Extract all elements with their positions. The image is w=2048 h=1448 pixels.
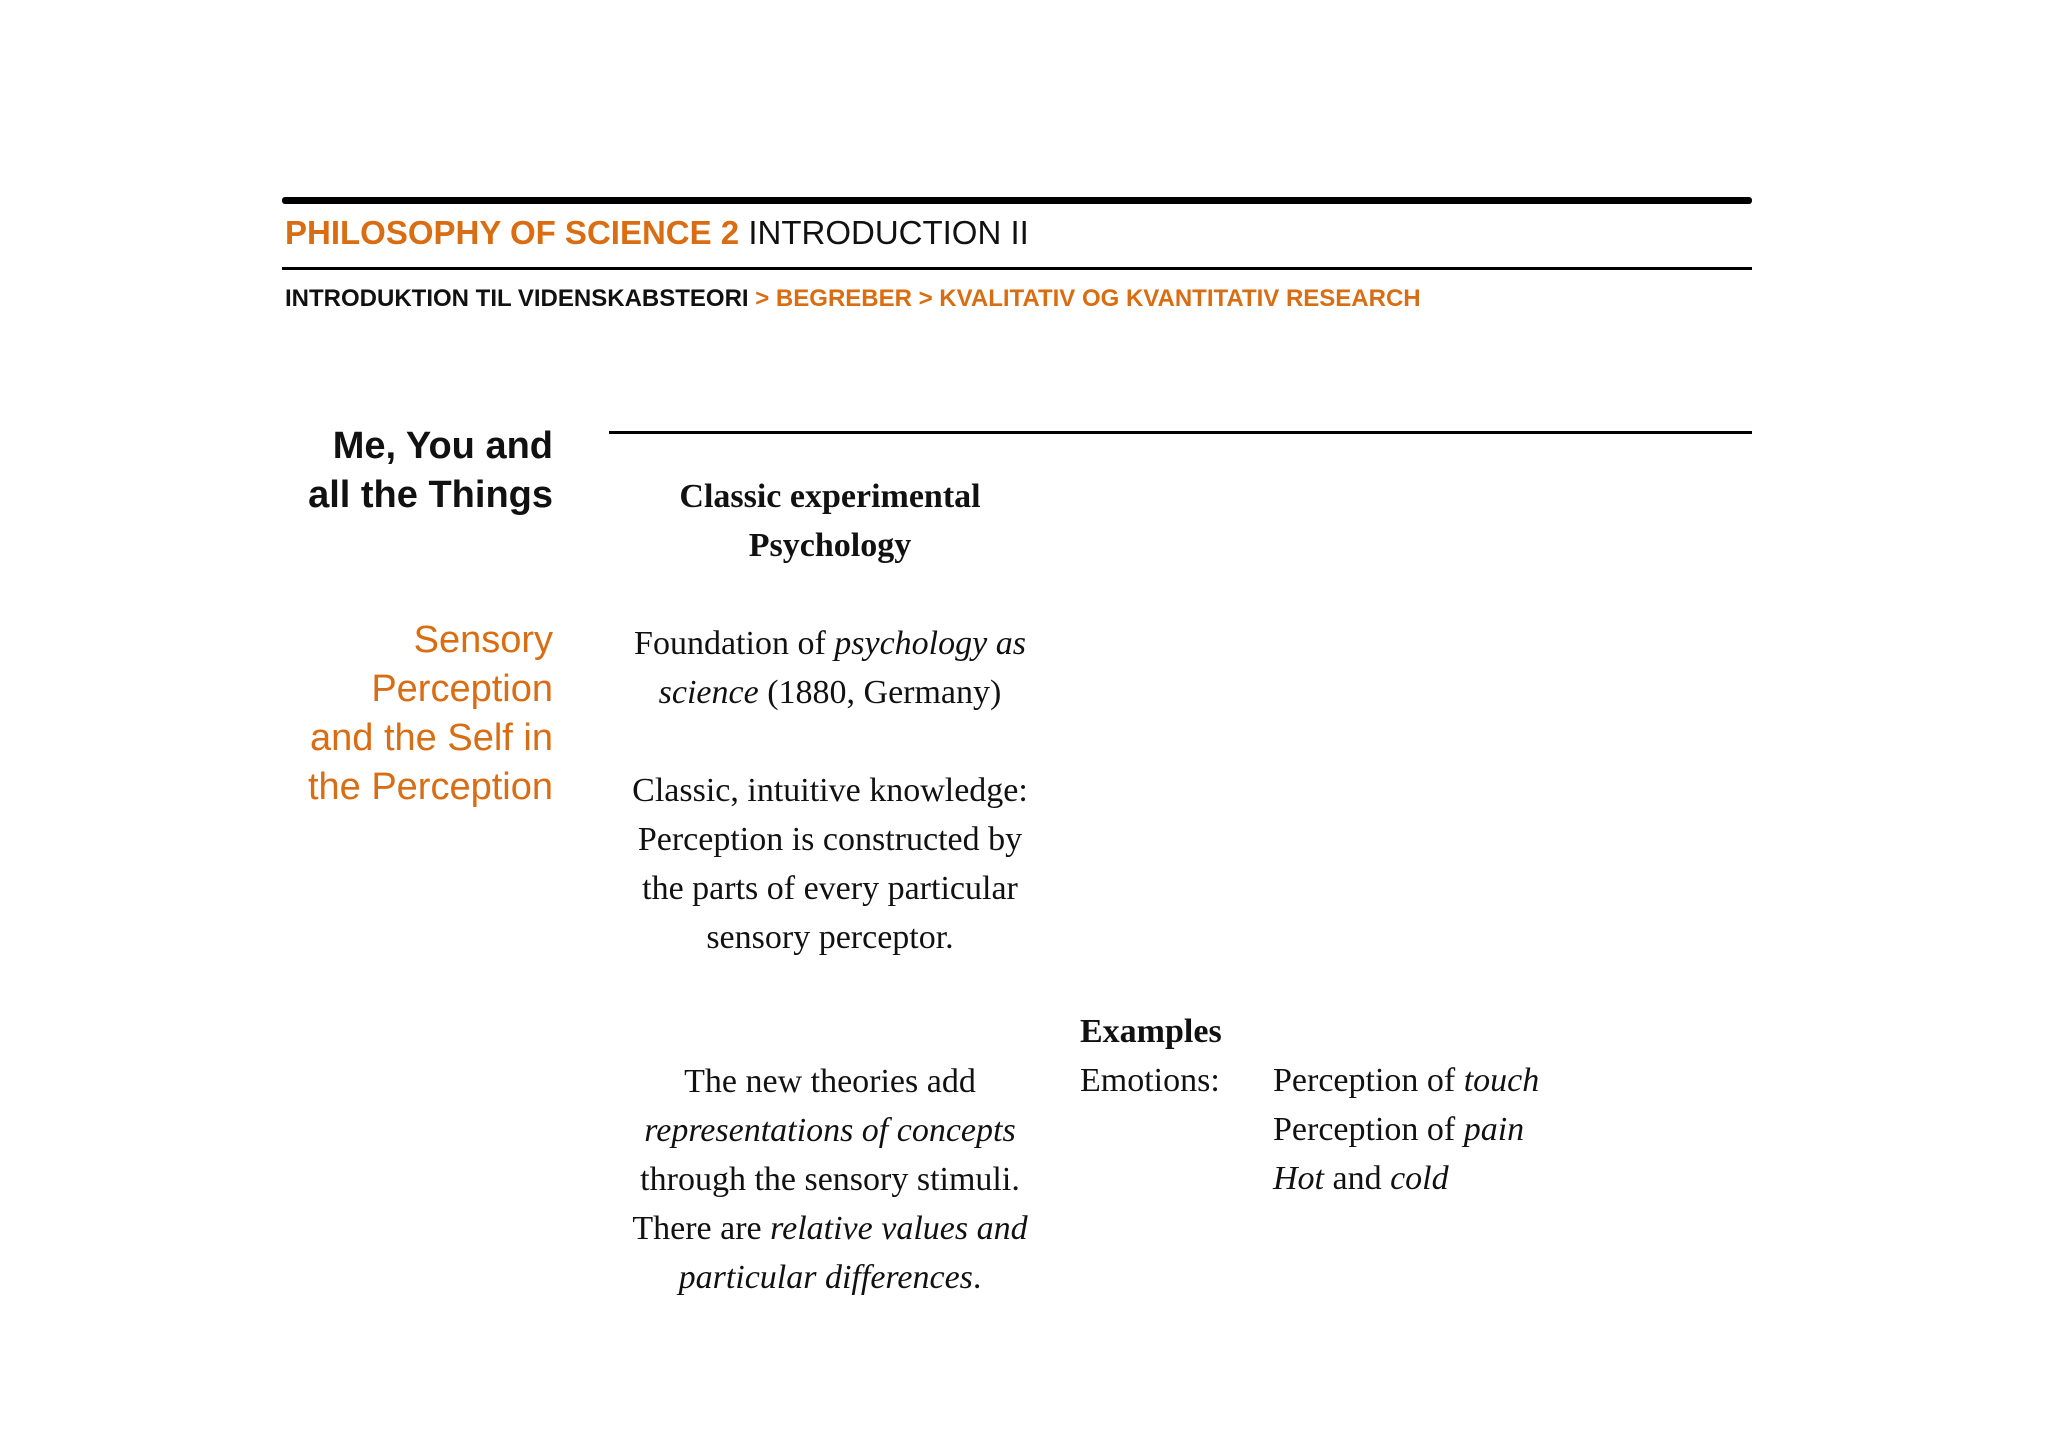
paragraph-line: Classic, intuitive knowledge: xyxy=(632,772,1028,809)
list-item xyxy=(1273,1056,1539,1105)
section-subtitle-line: the Perception xyxy=(307,766,553,808)
text-run-italic: particular differences xyxy=(678,1259,973,1296)
paragraph-foundation xyxy=(600,619,1060,717)
section-title xyxy=(233,422,553,520)
text-run-italic: pain xyxy=(1463,1111,1525,1148)
emotions-label: Emotions: xyxy=(1080,1062,1220,1099)
section-subtitle xyxy=(233,616,553,812)
examples-list xyxy=(1273,1056,1539,1203)
text-run: . xyxy=(972,1259,982,1296)
text-run: (1880, Germany) xyxy=(758,674,1002,711)
breadcrumb xyxy=(285,285,1421,313)
column-heading xyxy=(600,472,1060,570)
text-run-italic: Hot xyxy=(1273,1160,1324,1197)
text-run: Foundation of xyxy=(634,625,835,662)
breadcrumb-root: INTRODUKTION TIL VIDENSKABSTEORI xyxy=(285,285,749,312)
examples-heading: Examples xyxy=(1080,1013,1222,1050)
paragraph-classic-knowledge xyxy=(600,766,1060,962)
column-heading-line: Classic experimental xyxy=(679,478,981,515)
course-title: PHILOSOPHY OF SCIENCE 2 xyxy=(285,214,740,251)
list-item xyxy=(1273,1105,1539,1154)
section-title-line: all the Things xyxy=(308,474,553,516)
list-item xyxy=(1273,1154,1539,1203)
paragraph-new-theories xyxy=(600,1057,1060,1302)
text-run: Perception of xyxy=(1273,1062,1464,1099)
paragraph-line: through the sensory stimuli. xyxy=(640,1161,1020,1198)
lecture-title: INTRODUCTION II xyxy=(739,214,1029,251)
text-run-italic: cold xyxy=(1390,1160,1449,1197)
text-run-italic: relative values and xyxy=(770,1210,1028,1247)
paragraph-line: the parts of every particular xyxy=(642,870,1018,907)
section-subtitle-line: Sensory xyxy=(413,619,553,661)
page-title xyxy=(285,214,1029,252)
content-divider xyxy=(609,431,1752,434)
section-subtitle-line: Perception xyxy=(371,668,553,710)
paragraph-line: Perception is constructed by xyxy=(637,821,1023,858)
header-divider xyxy=(282,267,1752,270)
breadcrumb-trail: > BEGREBER > KVALITATIV OG KVANTITATIV RESEARCH xyxy=(748,285,1421,312)
text-run: There are xyxy=(632,1210,771,1247)
paragraph-line: sensory perceptor. xyxy=(706,919,954,956)
text-run: Perception of xyxy=(1273,1111,1464,1148)
text-run-italic: science xyxy=(658,674,759,711)
section-subtitle-line: and the Self in xyxy=(310,717,553,759)
column-heading-line: Psychology xyxy=(748,527,912,564)
text-run-italic: psychology as xyxy=(834,625,1026,662)
section-title-line: Me, You and xyxy=(332,425,553,467)
top-rule xyxy=(282,197,1752,204)
paragraph-line: The new theories add xyxy=(684,1063,976,1100)
text-run-italic: representations of concepts xyxy=(644,1112,1016,1149)
text-run: and xyxy=(1324,1160,1391,1197)
text-run-italic: touch xyxy=(1463,1062,1540,1099)
